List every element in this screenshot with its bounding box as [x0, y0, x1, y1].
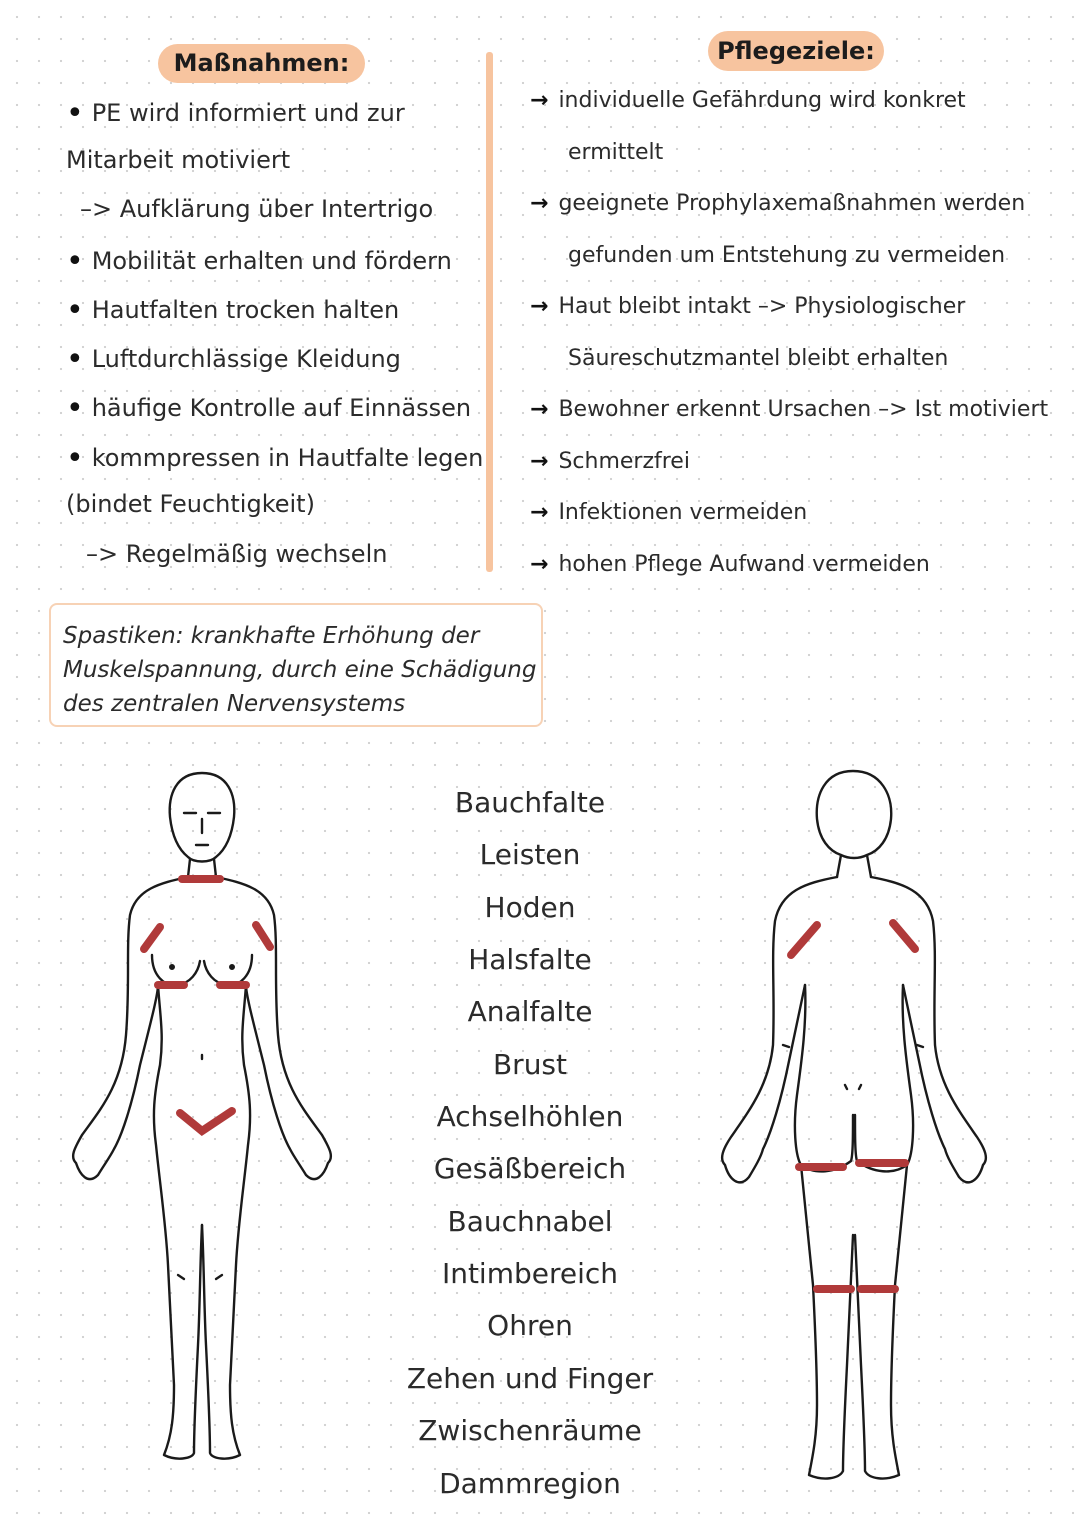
- region-item: Hoden: [484, 891, 576, 924]
- pflegeziel-item: → Haut bleibt intakt –> Physiologischer: [530, 294, 966, 319]
- definition-line: des zentralen Nervensystems: [63, 691, 406, 717]
- region-item: Analfalte: [467, 995, 593, 1028]
- body-back-illustration: [705, 765, 1005, 1495]
- massnahmen-item: • Mobilität erhalten und fördern: [66, 244, 452, 279]
- massnahmen-item: • Luftdurchlässige Kleidung: [66, 342, 401, 377]
- region-item: Zehen und Finger: [406, 1362, 654, 1395]
- pflegeziel-item: → geeignete Prophylaxemaßnahmen werden: [530, 191, 1026, 216]
- arrow-right-icon: →: [530, 397, 549, 422]
- definition-box: [49, 603, 543, 727]
- region-item: Gesäßbereich: [433, 1152, 627, 1185]
- pflegeziele-title: Pflegeziele:: [708, 31, 884, 71]
- region-item: Brust: [492, 1048, 568, 1081]
- pflegeziel-item: ermittelt: [568, 140, 664, 165]
- massnahmen-item: • PE wird informiert und zur: [66, 96, 405, 131]
- massnahmen-title: Maßnahmen:: [158, 44, 365, 83]
- pflegeziel-item: Säureschutzmantel bleibt erhalten: [568, 346, 949, 371]
- region-item: Ohren: [487, 1309, 573, 1342]
- massnahmen-item: • kommpressen in Hautfalte legen: [66, 441, 483, 476]
- region-item: Bauchnabel: [447, 1205, 613, 1238]
- region-item: Dammregion: [439, 1467, 621, 1500]
- region-item: Achselhöhlen: [436, 1100, 624, 1133]
- region-item: Zwischenräume: [418, 1414, 642, 1447]
- arrow-right-icon: →: [530, 88, 549, 113]
- arrow-right-icon: →: [530, 449, 549, 474]
- region-item: Halsfalte: [468, 943, 592, 976]
- region-item: Intimbereich: [441, 1257, 619, 1290]
- definition-line: Muskelspannung, durch eine Schädigung: [63, 657, 537, 683]
- column-divider: [486, 52, 493, 572]
- massnahmen-item: • häufige Kontrolle auf Einnässen: [66, 391, 471, 426]
- massnahmen-item: (bindet Feuchtigkeit): [66, 490, 315, 518]
- arrow-right-icon: →: [530, 500, 549, 525]
- pflegeziel-item: gefunden um Entstehung zu vermeiden: [568, 243, 1006, 268]
- arrow-right-icon: →: [530, 191, 549, 216]
- massnahmen-item: • Hautfalten trocken halten: [66, 293, 399, 328]
- pflegeziel-item: → Bewohner erkennt Ursachen –> Ist motiviert: [530, 397, 1049, 422]
- region-item: Bauchfalte: [454, 786, 606, 819]
- body-front-illustration: [60, 765, 350, 1475]
- pflegeziel-item: → Infektionen vermeiden: [530, 500, 808, 525]
- region-item: Leisten: [479, 838, 581, 871]
- massnahmen-item: Mitarbeit motiviert: [66, 146, 291, 174]
- definition-line: Spastiken: krankhafte Erhöhung der: [63, 623, 480, 649]
- pflegeziel-item: → hohen Pflege Aufwand vermeiden: [530, 552, 930, 577]
- massnahmen-item: –> Regelmäßig wechseln: [86, 540, 388, 568]
- pflegeziel-item: → Schmerzfrei: [530, 449, 690, 474]
- pflegeziel-item: → individuelle Gefährdung wird konkret: [530, 88, 966, 113]
- arrow-right-icon: →: [530, 552, 549, 577]
- arrow-right-icon: →: [530, 294, 549, 319]
- massnahmen-item: –> Aufklärung über Intertrigo: [80, 195, 434, 223]
